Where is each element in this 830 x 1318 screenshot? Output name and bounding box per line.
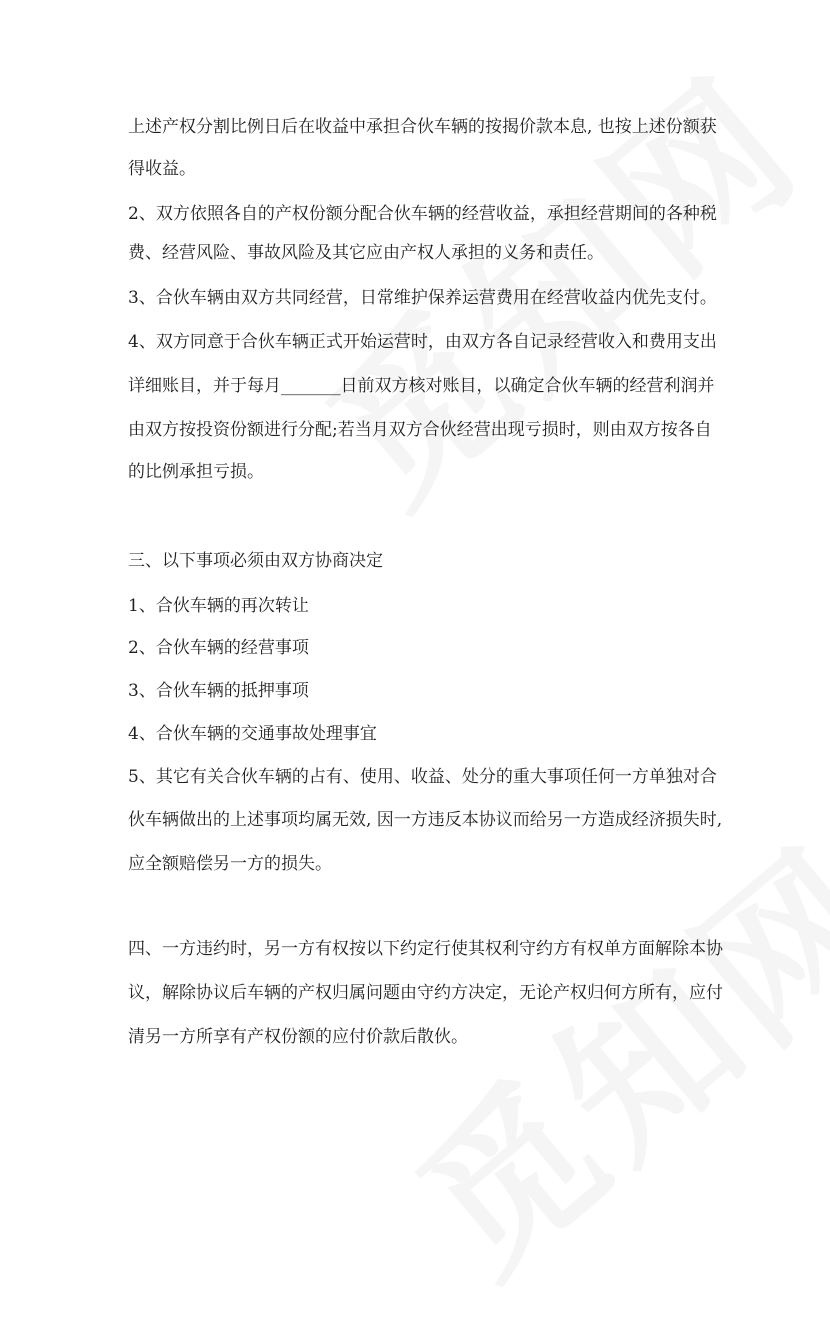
section-heading: 三、以下事项必须由双方协商决定 — [128, 551, 383, 571]
paragraph-line: 详细账目，并于每月_______日前双方核对账目，以确定合伙车辆的经营利润并 — [128, 376, 715, 396]
list-item: 2、合伙车辆的经营事项 — [128, 638, 309, 658]
paragraph-line: 上述产权分割比例日后在收益中承担合伙车辆的按揭价款本息, 也按上述份额获 — [128, 117, 717, 137]
list-item: 1、合伙车辆的再次转让 — [128, 596, 309, 616]
paragraph-line: 4、双方同意于合伙车辆正式开始运营时，由双方各自记录经营收入和费用支出 — [128, 332, 717, 352]
paragraph-line: 3、合伙车辆由双方共同经营，日常维护保养运营费用在经营收益内优先支付。 — [128, 288, 717, 308]
paragraph-line: 议，解除协议后车辆的产权归属问题由守约方决定，无论产权归何方所有，应付 — [128, 983, 723, 1003]
paragraph-line: 由双方按投资份额进行分配;若当月双方合伙经营出现亏损时，则由双方按各自 — [128, 420, 712, 440]
section-heading: 四、一方违约时，另一方有权按以下约定行使其权利守约方有权单方面解除本协 — [128, 939, 723, 959]
paragraph-line: 得收益。 — [128, 159, 196, 179]
paragraph-line: 伙车辆做出的上述事项均属无效, 因一方违反本协议而给另一方造成经济损失时, — [128, 810, 723, 830]
paragraph-line: 清另一方所享有产权份额的应付价款后散伙。 — [128, 1027, 468, 1047]
list-item: 4、合伙车辆的交通事故处理事宜 — [128, 724, 377, 744]
paragraph-line: 费、经营风险、事故风险及其它应由产权人承担的义务和责任。 — [128, 243, 604, 263]
paragraph-line: 5、其它有关合伙车辆的占有、使用、收益、处分的重大事项任何一方单独对合 — [128, 767, 717, 787]
paragraph-line: 2、双方依照各自的产权份额分配合伙车辆的经营收益，承担经营期间的各种税 — [128, 204, 717, 224]
paragraph-line: 应全额赔偿另一方的损失。 — [128, 854, 332, 874]
paragraph-line: 的比例承担亏损。 — [128, 462, 264, 482]
list-item: 3、合伙车辆的抵押事项 — [128, 681, 309, 701]
